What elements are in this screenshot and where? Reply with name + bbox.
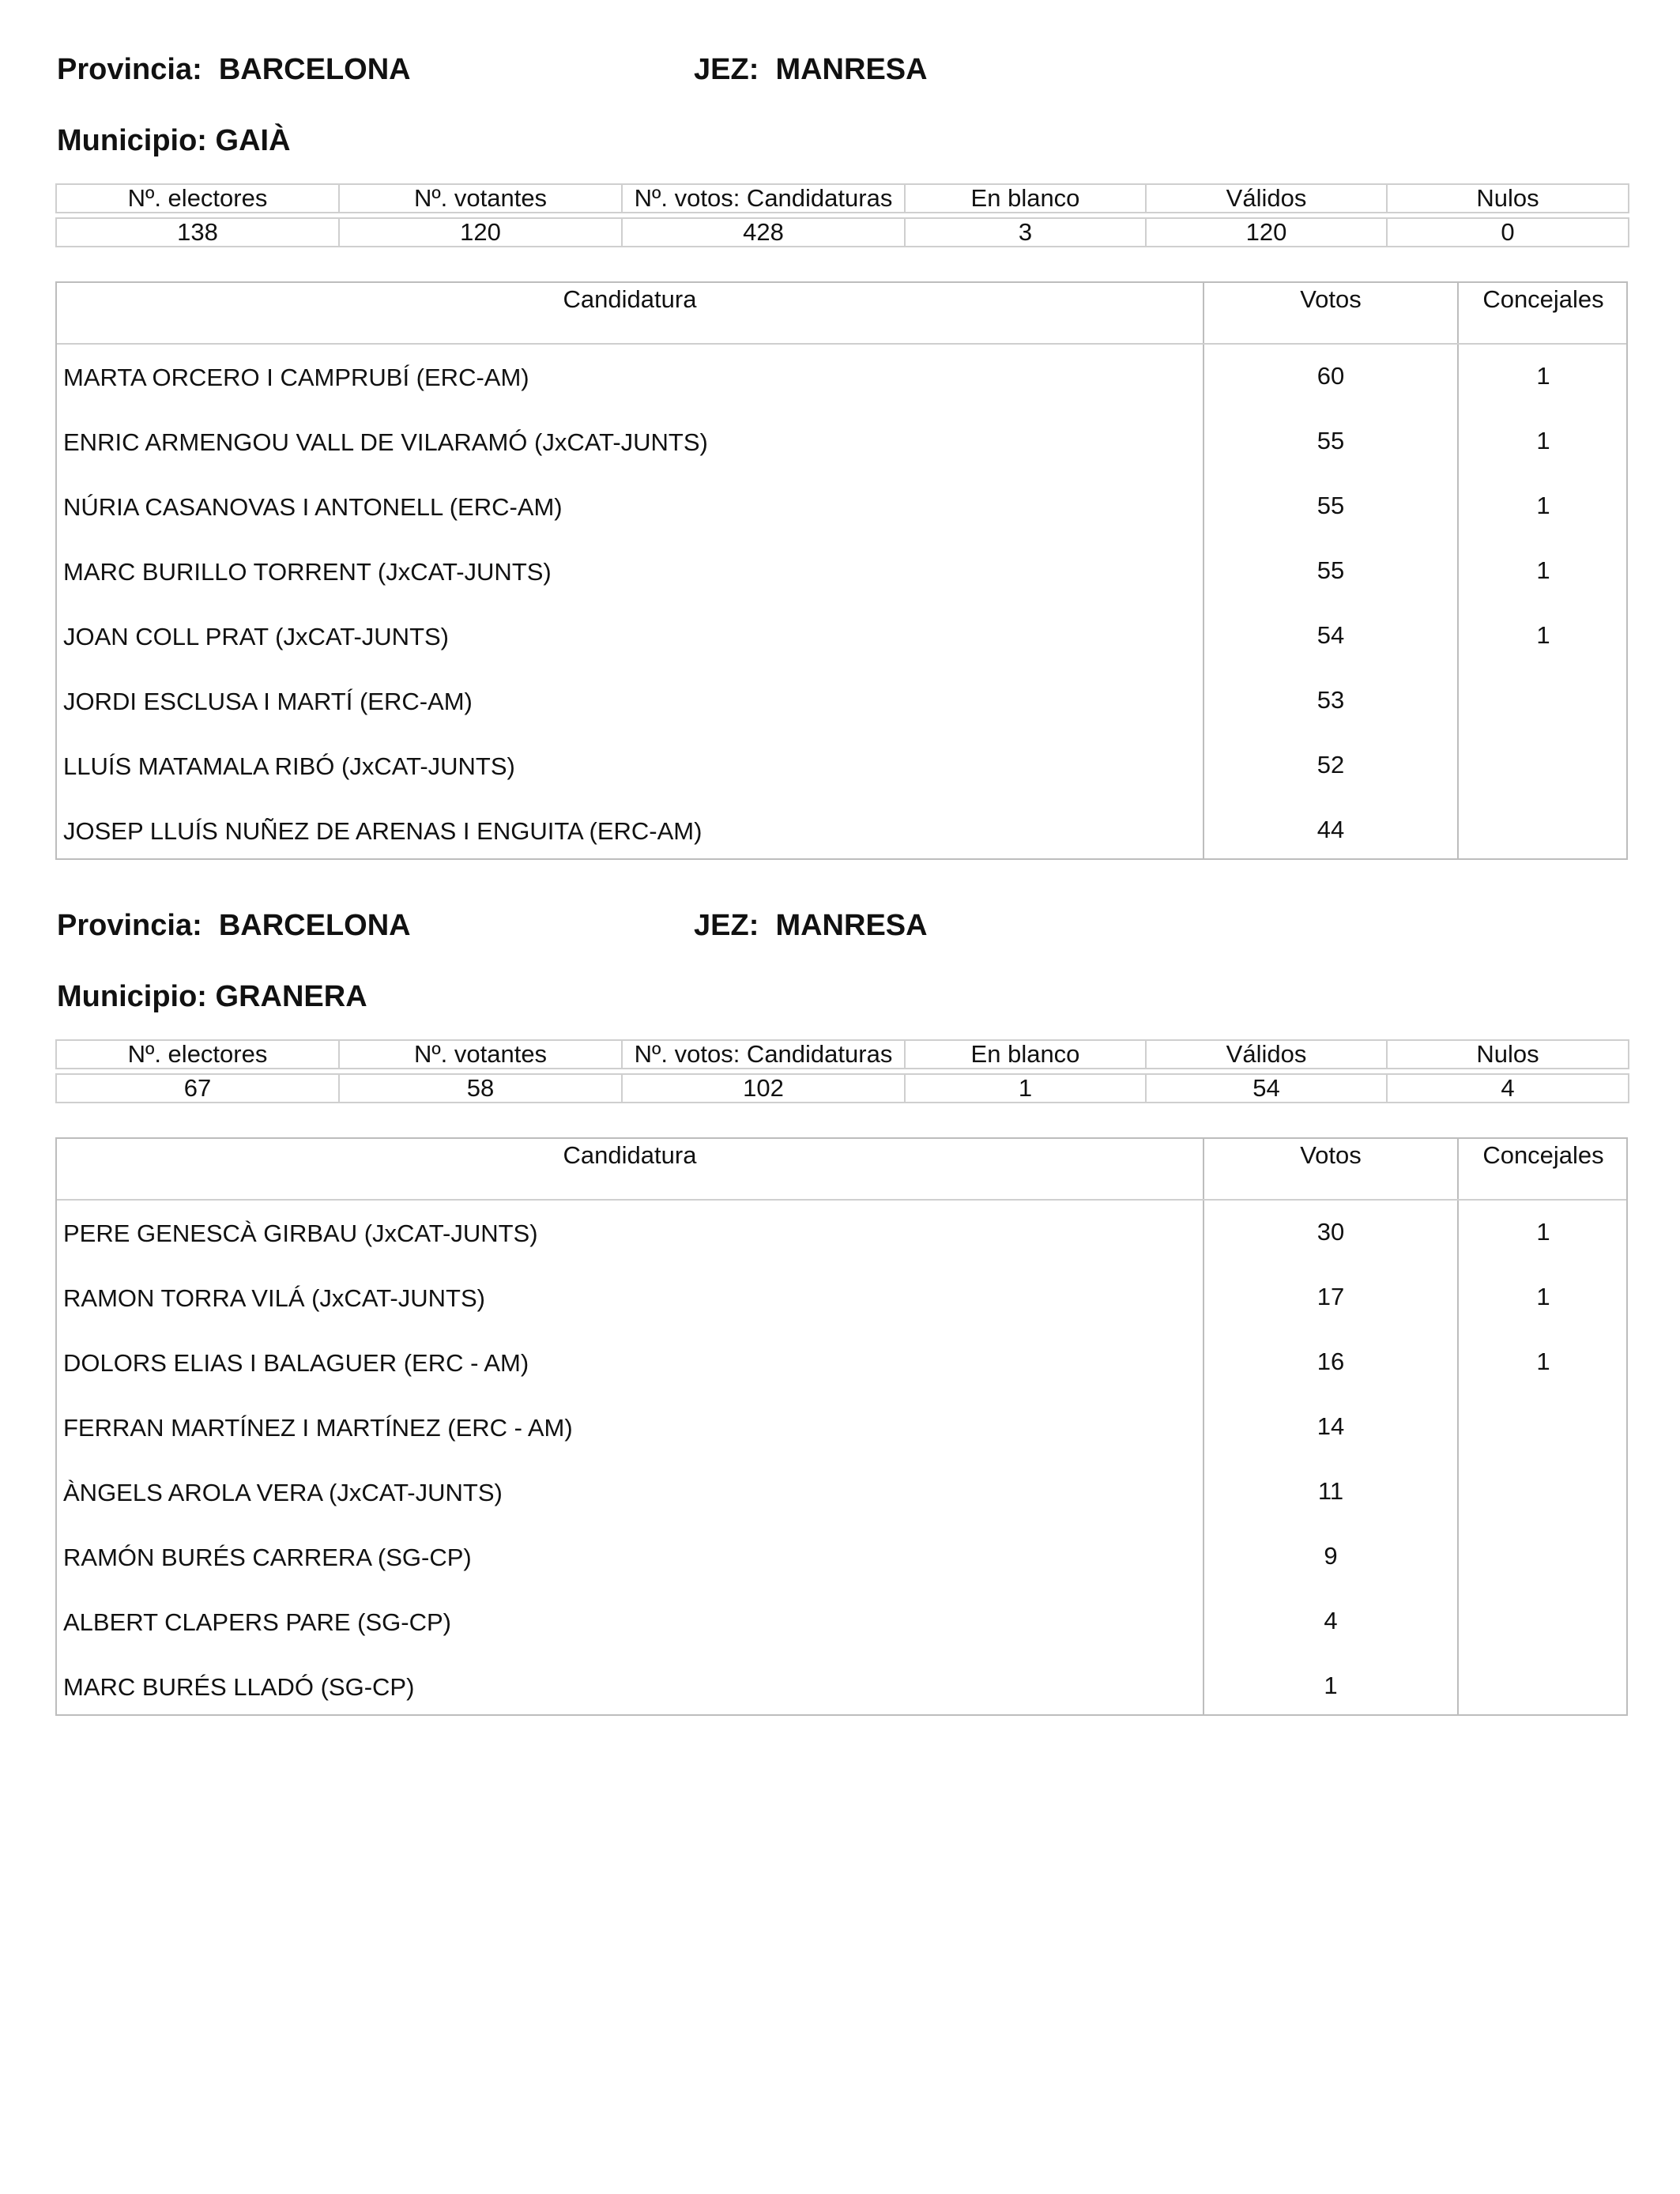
candidate-concejales: 1 bbox=[1536, 492, 1550, 519]
summary-table bbox=[55, 183, 1629, 247]
summary-header-votos-candidaturas: Nº. votos: Candidaturas bbox=[622, 184, 905, 213]
candidate-row bbox=[57, 1395, 1626, 1460]
column-header-candidatura: Candidatura bbox=[563, 1141, 697, 1169]
candidate-name: MARTA ORCERO I CAMPRUBÍ (ERC-AM) bbox=[63, 364, 529, 391]
candidate-concejales: 1 bbox=[1536, 1283, 1550, 1310]
summary-header-votos-candidaturas: Nº. votos: Candidaturas bbox=[622, 1040, 905, 1069]
candidate-row bbox=[57, 1460, 1626, 1525]
candidate-row bbox=[57, 474, 1626, 539]
summary-header-votantes: Nº. votantes bbox=[339, 1040, 622, 1069]
candidate-name: ÀNGELS AROLA VERA (JxCAT-JUNTS) bbox=[63, 1479, 503, 1506]
summary-header-row bbox=[56, 184, 1629, 213]
column-header-votos: Votos bbox=[1300, 285, 1362, 313]
candidate-concejales: 1 bbox=[1536, 621, 1550, 649]
summary-header-en-blanco: En blanco bbox=[905, 1040, 1146, 1069]
candidates-table bbox=[55, 281, 1628, 860]
candidate-name: DOLORS ELIAS I BALAGUER (ERC - AM) bbox=[63, 1349, 529, 1377]
candidate-row bbox=[57, 1330, 1626, 1395]
provincia-heading: Provincia: BARCELONA bbox=[57, 53, 411, 86]
column-header-concejales: Concejales bbox=[1482, 1141, 1604, 1169]
summary-value-votantes: 58 bbox=[339, 1074, 622, 1103]
candidate-votes: 4 bbox=[1324, 1607, 1338, 1634]
candidate-row bbox=[57, 1525, 1626, 1589]
summary-value-en-blanco: 3 bbox=[905, 218, 1146, 247]
candidate-row bbox=[57, 798, 1626, 863]
candidate-name: PERE GENESCÀ GIRBAU (JxCAT-JUNTS) bbox=[63, 1220, 538, 1247]
summary-header-electores: Nº. electores bbox=[56, 184, 339, 213]
municipio-heading: Municipio: GRANERA bbox=[57, 980, 367, 1013]
candidate-name: RAMÓN BURÉS CARRERA (SG-CP) bbox=[63, 1544, 472, 1571]
candidate-name: JORDI ESCLUSA I MARTÍ (ERC-AM) bbox=[63, 688, 473, 715]
summary-value-votos-candidaturas: 102 bbox=[622, 1074, 905, 1103]
candidate-concejales: 1 bbox=[1536, 1218, 1550, 1246]
municipio-heading: Municipio: GAIÀ bbox=[57, 124, 291, 157]
candidates-table bbox=[55, 1137, 1628, 1716]
candidate-concejales: 1 bbox=[1536, 362, 1550, 390]
candidate-row bbox=[57, 1654, 1626, 1719]
candidate-votes: 9 bbox=[1324, 1542, 1338, 1570]
candidate-votes: 14 bbox=[1317, 1412, 1345, 1440]
candidate-name: MARC BURILLO TORRENT (JxCAT-JUNTS) bbox=[63, 558, 552, 586]
summary-value-votantes: 120 bbox=[339, 218, 622, 247]
candidate-row bbox=[57, 345, 1626, 409]
candidate-concejales: 1 bbox=[1536, 427, 1550, 454]
summary-header-en-blanco: En blanco bbox=[905, 184, 1146, 213]
column-header-concejales: Concejales bbox=[1482, 285, 1604, 313]
summary-value-votos-candidaturas: 428 bbox=[622, 218, 905, 247]
provincia-heading: Provincia: BARCELONA bbox=[57, 909, 411, 942]
column-header-candidatura: Candidatura bbox=[563, 285, 697, 313]
summary-header-nulos: Nulos bbox=[1387, 184, 1629, 213]
candidate-row bbox=[57, 733, 1626, 798]
candidate-row bbox=[57, 669, 1626, 733]
summary-header-row bbox=[56, 1040, 1629, 1069]
summary-value-validos: 54 bbox=[1146, 1074, 1387, 1103]
jez-heading: JEZ: MANRESA bbox=[694, 909, 928, 942]
summary-value-validos: 120 bbox=[1146, 218, 1387, 247]
candidate-votes: 54 bbox=[1317, 621, 1345, 649]
candidate-votes: 52 bbox=[1317, 751, 1345, 778]
summary-header-validos: Válidos bbox=[1146, 1040, 1387, 1069]
candidate-votes: 44 bbox=[1317, 816, 1345, 843]
summary-header-electores: Nº. electores bbox=[56, 1040, 339, 1069]
jez-heading: JEZ: MANRESA bbox=[694, 53, 928, 86]
summary-value-electores: 138 bbox=[56, 218, 339, 247]
candidate-row bbox=[57, 1589, 1626, 1654]
candidate-votes: 1 bbox=[1324, 1672, 1338, 1699]
candidate-row bbox=[57, 604, 1626, 669]
candidate-name: JOAN COLL PRAT (JxCAT-JUNTS) bbox=[63, 623, 450, 650]
summary-value-en-blanco: 1 bbox=[905, 1074, 1146, 1103]
summary-header-votantes: Nº. votantes bbox=[339, 184, 622, 213]
summary-value-nulos: 0 bbox=[1387, 218, 1629, 247]
candidate-name: MARC BURÉS LLADÓ (SG-CP) bbox=[63, 1673, 415, 1701]
municipality-section-gaia bbox=[55, 52, 1628, 910]
candidate-name: JOSEP LLUÍS NUÑEZ DE ARENAS I ENGUITA (ERC-AM) bbox=[63, 817, 703, 845]
candidate-votes: 16 bbox=[1317, 1348, 1345, 1375]
summary-values-row bbox=[56, 218, 1629, 247]
candidate-concejales: 1 bbox=[1536, 1348, 1550, 1375]
candidate-votes: 55 bbox=[1317, 492, 1345, 519]
candidate-votes: 53 bbox=[1317, 686, 1345, 714]
candidate-concejales: 1 bbox=[1536, 556, 1550, 584]
municipality-section-granera bbox=[55, 908, 1628, 1766]
candidate-name: FERRAN MARTÍNEZ I MARTÍNEZ (ERC - AM) bbox=[63, 1414, 573, 1442]
candidate-name: RAMON TORRA VILÁ (JxCAT-JUNTS) bbox=[63, 1284, 485, 1312]
candidate-row bbox=[57, 1265, 1626, 1330]
summary-value-electores: 67 bbox=[56, 1074, 339, 1103]
candidate-votes: 60 bbox=[1317, 362, 1345, 390]
summary-header-nulos: Nulos bbox=[1387, 1040, 1629, 1069]
candidate-votes: 55 bbox=[1317, 427, 1345, 454]
candidate-name: ALBERT CLAPERS PARE (SG-CP) bbox=[63, 1608, 451, 1636]
summary-table bbox=[55, 1039, 1629, 1103]
summary-values-row bbox=[56, 1074, 1629, 1103]
candidate-votes: 17 bbox=[1317, 1283, 1345, 1310]
summary-header-validos: Válidos bbox=[1146, 184, 1387, 213]
candidate-votes: 11 bbox=[1317, 1477, 1344, 1505]
candidate-votes: 30 bbox=[1317, 1218, 1345, 1246]
candidate-row bbox=[57, 409, 1626, 474]
candidate-name: NÚRIA CASANOVAS I ANTONELL (ERC-AM) bbox=[63, 493, 563, 521]
candidate-name: LLUÍS MATAMALA RIBÓ (JxCAT-JUNTS) bbox=[63, 752, 515, 780]
summary-value-nulos: 4 bbox=[1387, 1074, 1629, 1103]
candidate-row bbox=[57, 539, 1626, 604]
candidate-name: ENRIC ARMENGOU VALL DE VILARAMÓ (JxCAT-JUNTS) bbox=[63, 428, 708, 456]
candidate-votes: 55 bbox=[1317, 556, 1345, 584]
candidate-row bbox=[57, 1201, 1626, 1265]
column-header-votos: Votos bbox=[1300, 1141, 1362, 1169]
